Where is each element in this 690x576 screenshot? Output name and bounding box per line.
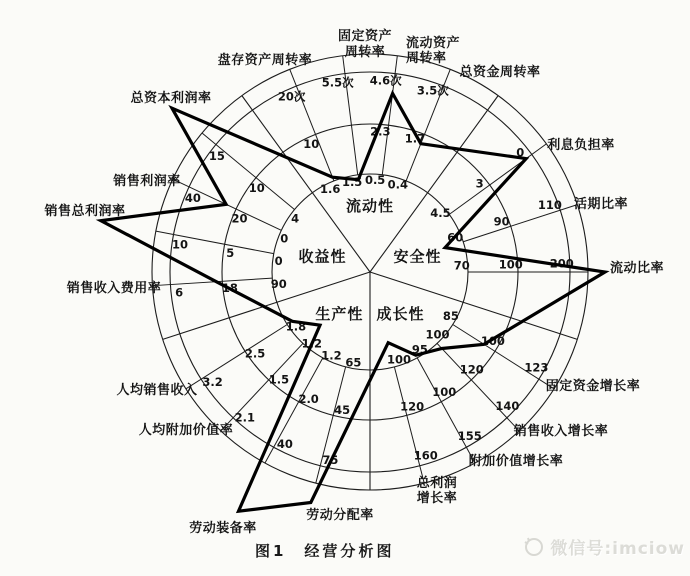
tick-label: 0.4: [387, 177, 409, 192]
tick-label: 2.0: [298, 391, 319, 406]
tick-label: 100: [387, 352, 412, 367]
tick-label: 100: [432, 384, 457, 399]
axis-label: 流动比率: [609, 261, 665, 276]
axis-label: 总利润: [416, 476, 458, 491]
tick-label: 4.6次: [369, 73, 402, 88]
tick-label: 5: [226, 245, 235, 260]
spoke-line: [202, 133, 294, 209]
axis-label: 固定资金增长率: [545, 379, 641, 394]
wechat-logo-icon: [524, 537, 544, 557]
tick-label: 160: [413, 448, 438, 463]
tick-label: 1.5: [268, 372, 290, 387]
axis-label: 劳动分配率: [306, 508, 374, 523]
tick-label: 120: [400, 399, 425, 414]
axis-label: 利息负担率: [547, 138, 615, 153]
spoke-line: [394, 367, 424, 483]
sector-label: 安全性: [393, 247, 442, 266]
tick-label: 20次: [277, 89, 306, 104]
tick-label: 90: [493, 214, 510, 229]
tick-label: 3.2: [202, 374, 223, 389]
tick-label: 1.7: [404, 131, 426, 146]
axis-label: 盘存资产周转率: [217, 53, 313, 68]
tick-label: 200: [549, 256, 574, 271]
tick-label: 15: [208, 149, 225, 164]
tick-label: 0.5: [364, 173, 386, 188]
tick-label: 5.5次: [321, 75, 354, 90]
tick-label: 18: [221, 281, 238, 296]
tick-label: 10: [248, 180, 265, 195]
tick-label: 2.5: [244, 346, 266, 361]
tick-label: 4.5: [430, 205, 451, 220]
axis-label: 劳动装备率: [189, 521, 257, 536]
tick-label: 0: [274, 254, 283, 269]
tick-label: 1.6: [320, 182, 341, 197]
tick-label: 1.2: [301, 336, 323, 351]
sector-label: 收益性: [298, 247, 347, 266]
axis-label: 人均销售收入: [116, 383, 198, 398]
axis-label: 销售总利润率: [44, 204, 126, 219]
tick-label: 95: [411, 342, 428, 357]
tick-label: 40: [276, 437, 293, 452]
tick-label: 100: [425, 327, 450, 342]
tick-label: 0: [280, 231, 289, 246]
tick-label: 10: [172, 237, 189, 252]
axis-label: 周转率: [344, 45, 386, 60]
tick-label: 3: [475, 176, 484, 191]
axis-label: 周转率: [406, 51, 447, 66]
tick-label: 100: [498, 257, 523, 272]
tick-label: 45: [334, 403, 351, 418]
watermark-text: 微信号:imciow: [550, 539, 685, 559]
axis-label: 增长率: [416, 491, 458, 506]
tick-label: 1.5: [341, 174, 363, 189]
axis-label: 人均附加价值率: [138, 423, 234, 438]
tick-label: 110: [537, 197, 562, 212]
tick-label: 60: [447, 230, 464, 245]
tick-label: 40: [184, 190, 201, 205]
tick-label: 123: [524, 360, 549, 375]
tick-label: 70: [453, 258, 470, 273]
axis-label: 总资本利润率: [130, 91, 212, 106]
tick-label: 4: [291, 211, 300, 226]
sector-label: 流动性: [345, 197, 395, 215]
tick-label: 100: [480, 334, 505, 349]
figure-caption: 图1 经营分析图: [255, 542, 395, 560]
tick-label: 20: [231, 211, 248, 226]
tick-label: 75: [322, 452, 339, 467]
sector-label: 生产性: [315, 305, 364, 324]
axis-label: 活期比率: [573, 197, 629, 212]
sector-label: 成长性: [376, 305, 425, 324]
axis-label: 总资金周转率: [459, 65, 541, 80]
tick-label: 1.8: [285, 319, 307, 334]
tick-label: 1.2: [321, 348, 342, 363]
tick-label: 2.1: [234, 410, 255, 425]
tick-label: 140: [495, 399, 520, 414]
tick-label: 0: [516, 145, 525, 160]
tick-label: 65: [345, 355, 362, 370]
tick-label: 3.5次: [416, 83, 449, 98]
tick-label: 155: [457, 429, 482, 444]
watermark: [524, 534, 685, 559]
tick-label: 6: [175, 285, 184, 300]
tick-label: 90: [270, 277, 287, 292]
axis-label: 固定资产: [337, 29, 393, 44]
axis-label: 附加价值增长率: [468, 454, 564, 469]
axis-label: 销售利润率: [113, 174, 181, 189]
tick-label: 120: [459, 362, 484, 377]
tick-label: 10: [303, 136, 320, 151]
tick-label: 85: [442, 308, 459, 323]
axis-label: 销售收入增长率: [513, 424, 609, 439]
tick-label: 2.3: [370, 124, 391, 139]
axis-label: 销售收入费用率: [66, 281, 162, 296]
axis-label: 流动资产: [406, 36, 461, 51]
spoke-line: [343, 56, 358, 175]
